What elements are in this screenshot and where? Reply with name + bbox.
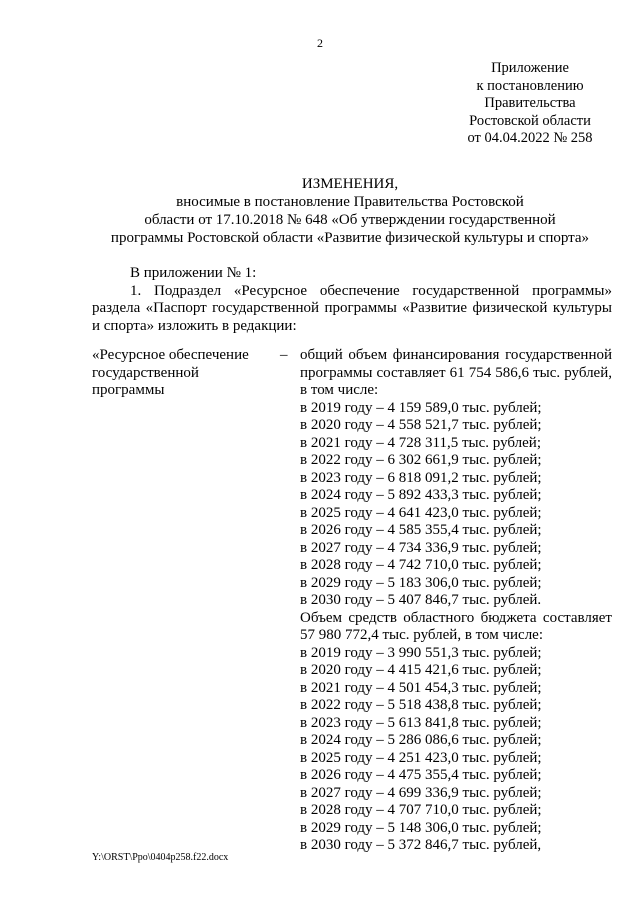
left-cell-line: программы [92,382,165,398]
title-heading: ИЗМЕНЕНИЯ, [301,176,399,192]
appendix-block [440,60,620,148]
appendix-line: Ростовской области [469,112,591,129]
regional-year-line: в 2024 году – 5 286 086,6 тыс. рублей; [300,732,542,748]
regional-year-line: в 2025 году – 4 251 423,0 тыс. рублей; [300,749,542,766]
appendix-line: от 04.04.2022 № 258 [467,130,593,146]
regional-year-line: в 2027 году – 4 699 336,9 тыс. рублей; [300,784,542,801]
regional-year-line: в 2023 году – 5 613 841,8 тыс. рублей; [300,714,542,731]
document-title [60,175,640,247]
total-year-line: в 2028 году – 4 742 710,0 тыс. рублей; [300,557,542,573]
regional-year-line: в 2022 году – 5 518 438,8 тыс. рублей; [300,697,542,713]
title-line: программы Ростовской области «Развитие физической культуры и спорта» [110,230,590,246]
appendix-line: Приложение [491,60,569,76]
table-right-cell [300,347,612,855]
file-path-footer: Y:\ORST\Ppo\0404p258.f22.docx [92,852,229,863]
total-year-line: в 2021 году – 4 728 311,5 тыс. рублей; [300,434,541,451]
total-year-line: в 2023 году – 6 818 091,2 тыс. рублей; [300,469,542,486]
regional-year-line: в 2026 году – 4 475 355,4 тыс. рублей; [300,767,542,783]
intro-text [92,265,612,335]
regional-year-line: в 2019 году – 3 990 551,3 тыс. рублей; [300,644,542,661]
appendix-line: к постановлению [476,77,584,94]
total-year-line: в 2026 году – 4 585 355,4 тыс. рублей; [300,522,542,538]
table-left-cell [92,347,272,400]
table-dash: – [280,347,288,363]
regional-year-line: в 2028 году – 4 707 710,0 тыс. рублей; [300,802,542,818]
total-year-line: в 2025 году – 4 641 423,0 тыс. рублей; [300,504,542,521]
total-year-line: в 2020 году – 4 558 521,7 тыс. рублей; [300,417,542,433]
left-cell-line: государственной [92,364,199,381]
appendix-line: Правительства [484,95,576,111]
total-year-line: в 2030 году – 5 407 846,7 тыс. рублей. [300,592,542,608]
intro-line: В приложении № 1: [130,265,257,281]
total-year-line: в 2027 году – 4 734 336,9 тыс. рублей; [300,539,542,556]
page-number: 2 [317,36,323,50]
title-line: вносимые в постановление Правительства Ростовской [176,194,524,210]
intro-paragraph: 1. Подраздел «Ресурсное обеспечение государственной программы» раздела «Паспорт государственной программы «Развитие физической культуры и спорта» изложить в редакции: [92,282,612,334]
total-year-line: в 2019 году – 4 159 589,0 тыс. рублей; [300,399,542,416]
total-year-line: в 2024 году – 5 892 433,3 тыс. рублей; [300,487,542,503]
total-year-line: в 2029 году – 5 183 306,0 тыс. рублей; [300,574,542,591]
total-funding-text: общий объем финансирования государственной программы составляет 61 754 586,6 тыс. рублей, в том числе: [300,347,612,398]
total-year-line: в 2022 году – 6 302 661,9 тыс. рублей; [300,452,542,468]
regional-year-line: в 2020 году – 4 415 421,6 тыс. рублей; [300,662,542,678]
title-line: области от 17.10.2018 № 648 «Об утверждении государственной [144,212,556,228]
regional-year-line: в 2021 году – 4 501 454,3 тыс. рублей; [300,679,542,696]
regional-year-line: в 2029 году – 5 148 306,0 тыс. рублей; [300,819,542,836]
left-cell-line: «Ресурсное обеспечение [92,347,249,363]
regional-funding-text: Объем средств областного бюджета составляет 57 980 772,4 тыс. рублей, в том числе: [300,609,612,643]
regional-year-line: в 2030 году – 5 372 846,7 тыс. рублей, [300,837,542,853]
